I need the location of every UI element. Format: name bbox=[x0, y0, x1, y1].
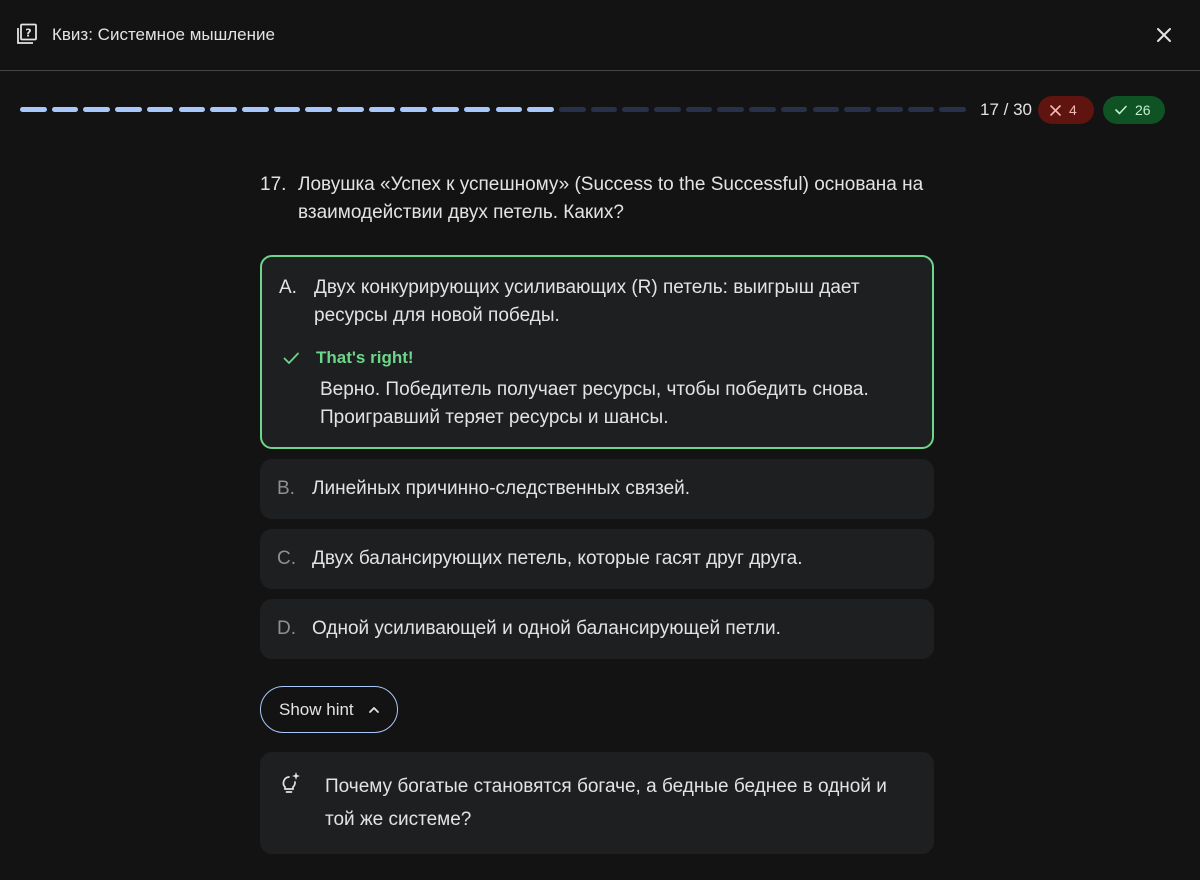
svg-text:?: ? bbox=[25, 26, 32, 40]
feedback-text: Верно. Победитель получает ресурсы, чтобы победить снова. Проигравший теряет ресурсы и шансы. bbox=[320, 379, 869, 428]
option-b[interactable] bbox=[260, 459, 934, 519]
option-letter: A. bbox=[279, 277, 297, 298]
progress-segment bbox=[337, 107, 364, 112]
progress-segment bbox=[908, 107, 935, 112]
progress-segment bbox=[147, 107, 174, 112]
show-hint-label: Show hint bbox=[279, 700, 354, 719]
quiz-title: Квиз: Системное мышление bbox=[52, 25, 275, 44]
option-letter: C. bbox=[277, 548, 296, 569]
progress-segment bbox=[591, 107, 618, 112]
progress-segment bbox=[115, 107, 142, 112]
progress-segment bbox=[559, 107, 586, 112]
progress-bar bbox=[20, 107, 966, 112]
progress-segment bbox=[844, 107, 871, 112]
option-d[interactable] bbox=[260, 599, 934, 659]
question-text: Ловушка «Успех к успешному» (Success to the Successful) основана на взаимодействии двух петель. Каких? bbox=[298, 174, 924, 223]
option-text: Двух конкурирующих усиливающих (R) петель: выигрыш дает ресурсы для новой победы. bbox=[314, 277, 860, 326]
option-a[interactable] bbox=[260, 255, 934, 449]
check-icon bbox=[282, 349, 300, 367]
chevron-up-icon bbox=[367, 703, 381, 717]
progress-segment bbox=[432, 107, 459, 112]
progress-segment bbox=[274, 107, 301, 112]
progress-segment bbox=[717, 107, 744, 112]
cross-icon bbox=[1050, 105, 1061, 116]
right-count-badge bbox=[1103, 96, 1165, 124]
progress-segment bbox=[305, 107, 332, 112]
check-icon bbox=[1115, 105, 1127, 115]
option-text: Одной усиливающей и одной балансирующей петли. bbox=[312, 618, 781, 639]
option-text: Двух балансирующих петель, которые гасят друг друга. bbox=[312, 548, 803, 569]
progress-segment bbox=[400, 107, 427, 112]
progress-segment bbox=[781, 107, 808, 112]
option-letter: D. bbox=[277, 618, 296, 639]
progress-segment bbox=[52, 107, 79, 112]
progress-segment bbox=[686, 107, 713, 112]
progress-segment bbox=[813, 107, 840, 112]
question-number: 17. bbox=[260, 174, 287, 195]
quiz-icon bbox=[16, 23, 38, 45]
progress-segment bbox=[654, 107, 681, 112]
wrong-count: 4 bbox=[1069, 102, 1077, 118]
wrong-count-badge bbox=[1038, 96, 1094, 124]
progress-segment bbox=[210, 107, 237, 112]
progress-segment bbox=[749, 107, 776, 112]
feedback-title: That's right! bbox=[316, 348, 414, 367]
progress-segment bbox=[527, 107, 554, 112]
progress-segment bbox=[622, 107, 649, 112]
progress-segment bbox=[369, 107, 396, 112]
progress-segment bbox=[83, 107, 110, 112]
progress-segment bbox=[20, 107, 47, 112]
lightbulb-sparkle-icon bbox=[280, 771, 302, 795]
progress-segment bbox=[242, 107, 269, 112]
progress-segment bbox=[939, 107, 966, 112]
progress-segment bbox=[876, 107, 903, 112]
option-c[interactable] bbox=[260, 529, 934, 589]
show-hint-button[interactable] bbox=[260, 686, 398, 733]
option-text: Линейных причинно-следственных связей. bbox=[312, 478, 691, 499]
header-bar bbox=[0, 0, 1200, 71]
hint-text: Почему богатые становятся богаче, а бедные беднее в одной и той же системе? bbox=[325, 776, 887, 830]
progress-segment bbox=[179, 107, 206, 112]
hint-card bbox=[260, 752, 934, 854]
progress-segment bbox=[496, 107, 523, 112]
progress-segment bbox=[464, 107, 491, 112]
close-icon[interactable] bbox=[1152, 23, 1176, 47]
right-count: 26 bbox=[1135, 102, 1151, 118]
progress-counter: 17 / 30 bbox=[980, 100, 1032, 119]
option-letter: B. bbox=[277, 478, 295, 499]
